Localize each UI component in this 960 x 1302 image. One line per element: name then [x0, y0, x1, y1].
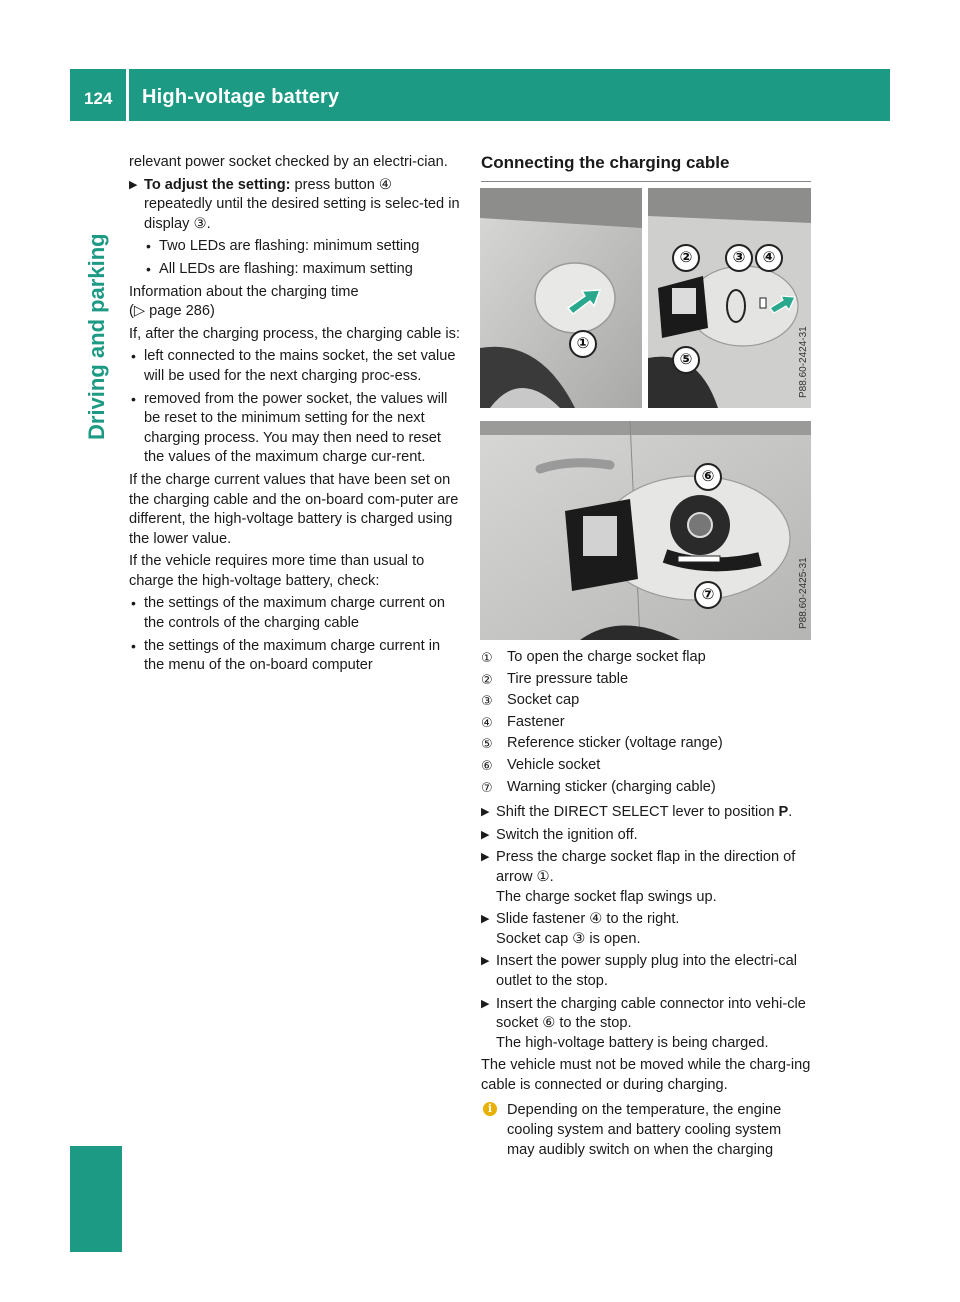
step-arrow-icon: ▶ — [481, 913, 490, 926]
adjust-label: To adjust the setting: — [144, 176, 291, 193]
bullet-icon: • — [131, 390, 136, 407]
bullet-icon: • — [131, 595, 136, 612]
bullet-text: the settings of the maximum charge current in the menu of the on-board computer — [144, 637, 441, 674]
vehicle-socket-illustration — [480, 421, 811, 640]
step-text: Insert the power supply plug into the electri-cal outlet to the stop. — [496, 953, 797, 989]
legend-item — [481, 670, 811, 690]
callout-3: ③ — [725, 244, 753, 272]
section-tab-block — [70, 1146, 122, 1252]
page-title: High-voltage battery — [142, 86, 340, 108]
step-text: Slide fastener ④ to the right. — [496, 911, 680, 928]
list-item — [129, 594, 461, 633]
callout-5: ⑤ — [672, 346, 700, 374]
step-text: Switch the ignition off. — [496, 826, 638, 843]
info-text: Depending on the temperature, the engine cooling system and battery cooling system may audibly switch on when the charging — [507, 1102, 782, 1158]
legend-text: To open the charge socket flap — [507, 649, 706, 665]
list-item — [129, 390, 461, 468]
legend-number: ④ — [481, 714, 493, 730]
legend-item — [481, 778, 811, 798]
legend-item — [481, 713, 811, 733]
bullet-icon: • — [131, 348, 136, 365]
legend-text: Reference sticker (voltage range) — [507, 735, 723, 752]
bullet-icon: • — [146, 238, 151, 255]
legend-text: Fastener — [507, 713, 565, 730]
adjust-step — [129, 176, 461, 235]
step-arrow-icon: ▶ — [481, 828, 490, 841]
step-text: Insert the charging cable connector into vehi-cle socket ⑥ to the stop. — [496, 995, 806, 1032]
instruction-step — [481, 952, 811, 991]
step-text: Shift the DIRECT SELECT lever to position — [496, 804, 779, 821]
photo-socket-connected — [480, 421, 811, 640]
page-reference-link[interactable]: (▷ page 286) — [129, 303, 215, 320]
legend-text: Socket cap — [507, 692, 580, 709]
list-item — [144, 237, 461, 257]
photo-code-1: P88.60-2424-31 — [798, 326, 809, 398]
bullet-text: Two LEDs are flashing: minimum setting — [159, 238, 420, 255]
charging-time-info: Information about the charging time — [129, 283, 359, 300]
instruction-step — [481, 803, 811, 823]
legend-number: ⑦ — [481, 779, 493, 795]
step-result: The high-voltage battery is being charged. — [496, 1034, 769, 1051]
instruction-step — [481, 995, 811, 1054]
step-bold: P — [778, 804, 789, 821]
bullet-icon: • — [146, 260, 151, 277]
bullet-text: the settings of the maximum charge current on the controls of the charging cable — [144, 595, 445, 632]
legend-number: ② — [481, 671, 493, 687]
callout-4: ④ — [755, 244, 783, 272]
right-column — [481, 648, 811, 1160]
legend-text: Tire pressure table — [507, 670, 629, 687]
legend-text: Vehicle socket — [507, 756, 601, 773]
right-column-heading-wrap — [481, 153, 811, 182]
page-number: 124 — [84, 89, 113, 108]
car-door-illustration — [480, 188, 642, 408]
step-text-after: . — [788, 804, 793, 821]
info-note — [481, 1101, 811, 1160]
bullet-text: All LEDs are flashing: maximum setting — [159, 260, 413, 277]
list-item — [129, 347, 461, 386]
legend-item — [481, 648, 811, 668]
step-result: The charge socket flap swings up. — [496, 888, 717, 905]
bullet-text: removed from the power socket, the values will be reset to the minimum setting for the next charging process. You may then need to reset the values of the maximum charge cur-rent. — [144, 390, 448, 466]
step-arrow-icon: ▶ — [129, 178, 138, 191]
photo-flap-closed — [480, 188, 642, 408]
callout-2: ② — [672, 244, 700, 272]
if-after-text: If, after the charging process, the charging cable is: — [129, 325, 460, 342]
bullet-icon: • — [131, 637, 136, 654]
instruction-step — [481, 826, 811, 846]
adjust-text: press button ④ repeatedly until the desired setting is selec-ted in display ③. — [144, 176, 460, 232]
step-arrow-icon: ▶ — [481, 997, 490, 1010]
page-header — [70, 69, 890, 121]
step-result: Socket cap ③ is open. — [496, 930, 641, 947]
photo-flap-open — [648, 188, 811, 408]
list-item — [144, 260, 461, 280]
legend-number: ⑥ — [481, 757, 493, 773]
step-arrow-icon: ▶ — [481, 851, 490, 864]
if-different-text: If the charge current values that have been set on the charging cable and the on-board com-puter are different, the high-voltage battery is charged using the lower value. — [129, 471, 459, 547]
step-text: Press the charge socket flap in the direction of arrow ①. — [496, 849, 796, 885]
section-heading: Connecting the charging cable — [481, 153, 811, 182]
section-tab-label: Driving and parking — [84, 233, 109, 440]
instruction-step — [481, 848, 811, 907]
callout-6: ⑥ — [694, 463, 722, 491]
legend-number: ① — [481, 650, 493, 665]
callout-7: ⑦ — [694, 581, 722, 609]
legend-number: ⑤ — [481, 736, 493, 752]
step-arrow-icon: ▶ — [481, 806, 490, 819]
open-flap-illustration — [648, 188, 811, 408]
intro-text: relevant power socket checked by an electri-cian. — [129, 154, 448, 170]
header-divider — [126, 69, 129, 121]
legend-item — [481, 734, 811, 754]
if-more-time-text: If the vehicle requires more time than usual to charge the high-voltage battery, check: — [129, 553, 425, 589]
legend-item — [481, 691, 811, 711]
step-arrow-icon: ▶ — [481, 955, 490, 968]
note-text: The vehicle must not be moved while the charg-ing cable is connected or during charging. — [481, 1057, 811, 1093]
bullet-text: left connected to the mains socket, the set value will be used for the next charging proc-ess. — [144, 348, 456, 384]
instruction-step — [481, 910, 811, 949]
legend-number: ③ — [481, 693, 493, 709]
info-icon: i — [483, 1102, 497, 1116]
callout-1: ① — [569, 330, 597, 358]
photo-code-2: P88.60-2425-31 — [798, 557, 809, 629]
legend-text: Warning sticker (charging cable) — [507, 778, 716, 795]
left-column — [129, 153, 461, 679]
list-item — [129, 637, 461, 676]
legend-item — [481, 756, 811, 776]
